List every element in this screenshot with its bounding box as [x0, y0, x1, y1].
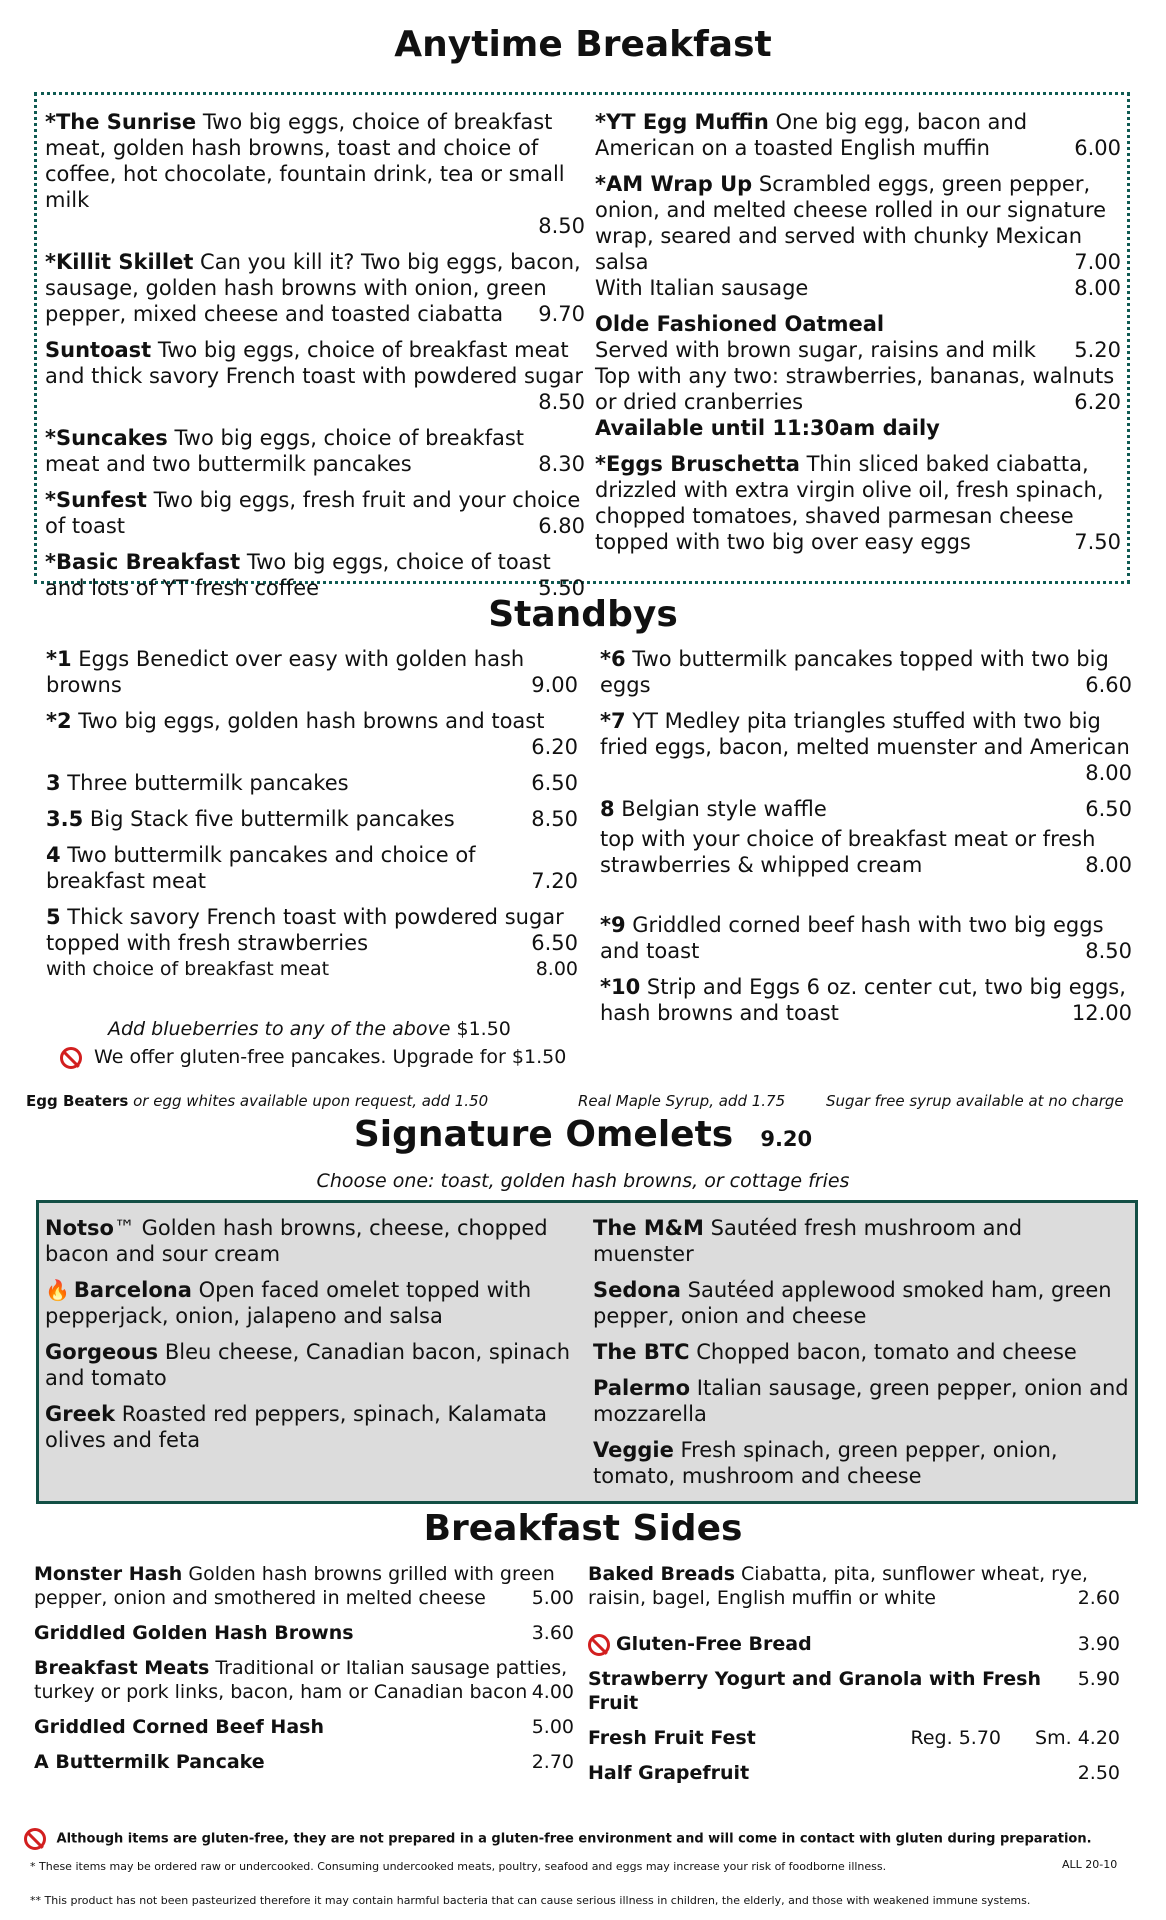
spicy-flame-icon: 🔥	[45, 1278, 70, 1302]
item-name: Olde Fashioned Oatmeal	[595, 312, 885, 336]
egg-beaters-note	[26, 1092, 488, 1110]
item-name: Breakfast Meats	[34, 1657, 210, 1679]
item-price: 2.60	[1077, 1587, 1120, 1609]
item-name: *Suncakes	[45, 426, 168, 450]
item-name: Barcelona	[73, 1278, 192, 1302]
item-name: Greek	[45, 1402, 116, 1426]
omelets-right-column	[593, 1215, 1129, 1499]
item-price: 6.00	[1074, 136, 1121, 160]
omelet-item	[45, 1277, 575, 1329]
item-price: 6.60	[1085, 673, 1132, 697]
sugar-free-text: Sugar free syrup available at no charge	[826, 1092, 1124, 1110]
menu-item	[45, 337, 585, 415]
item-number: *10	[600, 975, 641, 999]
item-desc: Golden hash browns grilled with green pepper, onion and smothered in melted cheese	[34, 1563, 555, 1609]
item-price: 5.50	[538, 576, 585, 600]
item-desc: Open faced omelet topped with pepperjack, onion, jalapeno and salsa	[45, 1278, 532, 1328]
item-name: *The Sunrise	[45, 110, 197, 134]
item-price: 6.50	[531, 931, 578, 955]
side-item	[588, 1761, 1120, 1785]
omelets-price: 9.20	[760, 1127, 813, 1151]
anytime-right-column	[595, 109, 1121, 565]
menu-item	[46, 842, 578, 894]
side-item	[588, 1632, 1120, 1656]
omelet-item	[593, 1339, 1129, 1365]
menu-item	[600, 974, 1132, 1026]
item-desc: Griddled corned beef hash with two big eggs and toast	[600, 913, 1104, 963]
gluten-disclaimer	[24, 1828, 1092, 1850]
menu-item	[600, 796, 1132, 822]
item-name: *YT Egg Muffin	[595, 110, 769, 134]
blueberries-note	[108, 1018, 511, 1040]
omelet-item	[45, 1401, 575, 1453]
item-price: 9.70	[538, 302, 585, 326]
breakfast-sides-title: Breakfast Sides	[423, 1508, 743, 1549]
option-desc: With Italian sausage	[595, 276, 809, 300]
side-item	[34, 1656, 574, 1704]
menu-item	[46, 904, 578, 956]
maple-syrup-note	[578, 1092, 785, 1110]
side-item	[34, 1750, 574, 1774]
gluten-disclaimer-text: Although items are gluten-free, they are not prepared in a gluten-free environment and will come in contact with gluten during preparation.	[56, 1831, 1092, 1847]
availability-note: Available until 11:30am daily	[595, 416, 940, 440]
item-name: Palermo	[593, 1376, 691, 1400]
item-desc: Ciabatta, pita, sunflower wheat, rye, raisin, bagel, English muffin or white	[588, 1563, 1088, 1609]
item-desc: Thin sliced baked ciabatta, drizzled with extra virgin olive oil, fresh spinach, chopped tomatoes, shaved parmesan cheese topped with two big over easy eggs	[595, 452, 1104, 554]
sugar-free-note	[826, 1092, 1124, 1110]
item-desc: Fresh spinach, green pepper, onion, tomato, mushroom and cheese	[593, 1438, 1058, 1488]
item-name: *Sunfest	[45, 488, 147, 512]
standbys-left-column	[46, 646, 578, 982]
no-gluten-icon	[588, 1634, 610, 1656]
side-item	[588, 1726, 1120, 1750]
item-desc: Two big eggs, fresh fruit and your choice of toast	[45, 488, 581, 538]
item-price: 3.60	[531, 1622, 574, 1644]
item-name: Sedona	[593, 1278, 681, 1302]
item-name: The M&M	[593, 1216, 704, 1240]
item-desc: One big egg, bacon and American on a toasted English muffin	[595, 110, 1028, 160]
omelet-item	[593, 1437, 1129, 1489]
item-name: Griddled Golden Hash Browns	[34, 1622, 354, 1644]
egg-beaters-label: Egg Beaters	[26, 1092, 129, 1110]
item-name: *Basic Breakfast	[45, 550, 241, 574]
option-desc: with choice of breakfast meat	[46, 958, 330, 980]
menu-item	[600, 646, 1132, 698]
menu-item	[46, 770, 578, 796]
omelets-header	[0, 1114, 1166, 1155]
item-name: *Eggs Bruschetta	[595, 452, 800, 476]
item-name: Gluten-Free Bread	[616, 1633, 812, 1655]
option-price: 6.20	[1074, 390, 1121, 414]
omelet-item	[45, 1215, 575, 1267]
item-name: Strawberry Yogurt and Granola with Fresh Fruit	[588, 1668, 1042, 1714]
item-name: *Killit Skillet	[45, 250, 194, 274]
menu-item	[600, 708, 1132, 786]
item-desc: Roasted red peppers, spinach, Kalamata olives and feta	[45, 1402, 547, 1452]
no-gluten-icon	[24, 1828, 46, 1850]
menu-item	[595, 171, 1121, 275]
menu-item-option	[600, 826, 1132, 878]
menu-item	[46, 646, 578, 698]
item-desc: Big Stack five buttermilk pancakes	[83, 807, 455, 831]
menu-item	[595, 451, 1121, 555]
side-item	[588, 1667, 1120, 1715]
item-price: 6.50	[1085, 797, 1132, 821]
item-name: Veggie	[593, 1438, 674, 1462]
item-price: 8.50	[531, 807, 578, 831]
item-number: *2	[46, 709, 72, 733]
side-item	[34, 1621, 574, 1645]
small-price: Sm. 4.20	[1035, 1727, 1120, 1749]
menu-item	[46, 806, 578, 832]
item-price: 12.00	[1071, 1001, 1132, 1025]
item-desc: Two big eggs, choice of breakfast meat and two buttermilk pancakes	[45, 426, 525, 476]
menu-item	[46, 708, 578, 760]
item-desc: Golden hash browns, cheese, chopped bacon and sour cream	[45, 1216, 548, 1266]
blueberries-price: $1.50	[450, 1018, 511, 1040]
item-desc: Three buttermilk pancakes	[60, 771, 349, 795]
item-desc: Two buttermilk pancakes and choice of breakfast meat	[46, 843, 476, 893]
item-price: 6.50	[531, 771, 578, 795]
maple-text: Real Maple Syrup, add 1.75	[578, 1092, 786, 1110]
item-desc: Bleu cheese, Canadian bacon, spinach and tomato	[45, 1340, 571, 1390]
menu-item	[600, 912, 1132, 964]
item-name: A Buttermilk Pancake	[34, 1751, 265, 1773]
option-desc: top with your choice of breakfast meat or fresh strawberries & whipped cream	[600, 827, 1096, 877]
omelet-item	[593, 1375, 1129, 1427]
item-price: 8.00	[1085, 761, 1132, 785]
item-desc: Eggs Benedict over easy with golden hash browns	[46, 647, 525, 697]
item-name: Half Grapefruit	[588, 1762, 750, 1784]
egg-beaters-text: or egg whites available upon request, add 1.50	[128, 1092, 489, 1110]
omelets-title: Signature Omelets	[353, 1114, 734, 1155]
option-desc	[595, 363, 1121, 415]
item-desc: Two big eggs, golden hash browns and toast	[71, 709, 545, 733]
menu-item-option	[595, 275, 1121, 301]
gluten-free-pancakes-note	[60, 1046, 566, 1069]
item-name: Notso	[45, 1216, 114, 1240]
item-price: 9.00	[531, 673, 578, 697]
omelets-box	[36, 1200, 1138, 1504]
item-price: 5.90	[1077, 1668, 1120, 1690]
item-price: 4.00	[531, 1681, 574, 1703]
item-price: 3.90	[1077, 1633, 1120, 1655]
option-text: Top with any two: strawberries, bananas, walnuts or dried cranberries	[595, 364, 1115, 414]
item-name: Monster Hash	[34, 1563, 183, 1585]
omelet-item	[45, 1339, 575, 1391]
item-desc: Served with brown sugar, raisins and milk	[595, 338, 1036, 362]
standbys-right-column	[600, 646, 1132, 1036]
item-desc: Belgian style waffle	[614, 797, 827, 821]
no-gluten-icon	[60, 1047, 82, 1069]
item-number: 8	[600, 797, 615, 821]
item-desc: Strip and Eggs 6 oz. center cut, two big eggs, hash browns and toast	[600, 975, 1126, 1025]
omelets-left-column	[45, 1215, 575, 1463]
item-price: 7.50	[1074, 530, 1121, 554]
item-desc: Two big eggs, choice of toast and lots of YT fresh coffee	[45, 550, 551, 600]
item-row	[595, 337, 1121, 363]
item-desc: Thick savory French toast with powdered sugar topped with fresh strawberries	[46, 905, 564, 955]
item-desc: Sautéed applewood smoked ham, green pepper, onion and cheese	[593, 1278, 1112, 1328]
item-number: 3	[46, 771, 61, 795]
menu-item	[45, 425, 585, 477]
item-desc: Scrambled eggs, green pepper, onion, and melted cheese rolled in our signature wrap, seared and served with chunky Mexican salsa	[595, 172, 1107, 274]
item-price: 2.50	[1077, 1762, 1120, 1784]
item-price: 8.30	[538, 452, 585, 476]
sides-left-column	[34, 1562, 574, 1785]
anytime-breakfast-box	[34, 92, 1130, 600]
item-desc: Can you kill it? Two big eggs, bacon, sausage, golden hash browns with onion, green pepper, mixed cheese and toasted ciabatta	[45, 250, 581, 326]
anytime-left-column	[45, 109, 585, 611]
item-number: *7	[600, 709, 626, 733]
option-price: 8.00	[1074, 276, 1121, 300]
trademark: ™	[113, 1216, 135, 1240]
item-price: 8.50	[538, 390, 585, 414]
choose-text: Choose one: toast, golden hash browns, or cottage fries	[316, 1170, 850, 1192]
item-name: Fresh Fruit Fest	[588, 1727, 756, 1749]
item-price: 6.80	[538, 514, 585, 538]
item-desc: YT Medley pita triangles stuffed with two big fried eggs, bacon, melted muenster and American	[600, 709, 1130, 759]
item-price: 8.50	[1085, 939, 1132, 963]
item-price: 7.20	[531, 869, 578, 893]
omelet-item	[593, 1277, 1129, 1329]
item-price: 7.00	[1074, 250, 1121, 274]
item-name: The BTC	[593, 1340, 690, 1364]
menu-item	[45, 487, 585, 539]
item-number: *9	[600, 913, 626, 937]
item-price: 6.20	[531, 735, 578, 759]
item-number: 5	[46, 905, 61, 929]
gluten-free-text: We offer gluten-free pancakes. Upgrade for $1.50	[94, 1046, 567, 1068]
item-name: Baked Breads	[588, 1563, 735, 1585]
item-desc: Italian sausage, green pepper, onion and mozzarella	[593, 1376, 1129, 1426]
item-name: Suntoast	[45, 338, 152, 362]
menu-item	[45, 249, 585, 327]
menu-code: ALL 20-10	[1062, 1858, 1118, 1871]
item-name: *AM Wrap Up	[595, 172, 753, 196]
menu-item	[595, 109, 1121, 161]
item-price: 8.50	[538, 214, 585, 238]
menu-item-option	[46, 956, 578, 982]
side-item	[34, 1562, 574, 1610]
anytime-breakfast-title: Anytime Breakfast	[394, 24, 772, 65]
side-item	[588, 1562, 1120, 1610]
item-price: 5.00	[531, 1716, 574, 1738]
raw-disclaimer: * These items may be ordered raw or undercooked. Consuming undercooked meats, poultry, seafood and eggs may increase your risk of foodborne illness.	[30, 1860, 887, 1873]
omelet-item	[593, 1215, 1129, 1267]
menu-item	[45, 109, 585, 239]
pasteurization-disclaimer: ** This product has not been pasteurized therefore it may contain harmful bacteria that can cause serious illness in children, the elderly, and those with weakened immune systems.	[30, 1894, 1031, 1907]
item-number: 3.5	[46, 807, 84, 831]
item-name: Griddled Corned Beef Hash	[34, 1716, 324, 1738]
item-desc: Traditional or Italian sausage patties, turkey or pork links, bacon, ham or Canadian bacon	[34, 1657, 568, 1703]
menu-item	[595, 311, 1121, 441]
standbys-title: Standbys	[488, 594, 678, 635]
item-number: *6	[600, 647, 626, 671]
item-desc: Two big eggs, choice of breakfast meat and thick savory French toast with powdered sugar	[45, 338, 584, 388]
item-number: *1	[46, 647, 72, 671]
side-item	[34, 1715, 574, 1739]
item-desc: Two big eggs, choice of breakfast meat, golden hash browns, toast and choice of coffee, hot chocolate, fountain drink, tea or small milk	[45, 110, 565, 212]
option-price: 8.00	[1085, 853, 1132, 877]
blueberries-text: Add blueberries to any of the above	[108, 1018, 451, 1040]
item-desc: Sautéed fresh mushroom and muenster	[593, 1216, 1023, 1266]
item-desc: Two buttermilk pancakes topped with two big eggs	[600, 647, 1109, 697]
item-price: 5.20	[1074, 338, 1121, 362]
item-price: 5.00	[531, 1587, 574, 1609]
omelets-choose-note	[0, 1170, 1166, 1192]
regular-price: Reg. 5.70	[910, 1727, 1001, 1749]
item-name: Gorgeous	[45, 1340, 159, 1364]
option-price: 8.00	[535, 958, 578, 980]
item-price: 2.70	[531, 1751, 574, 1773]
item-number: 4	[46, 843, 61, 867]
sides-right-column	[588, 1562, 1120, 1796]
item-desc: Chopped bacon, tomato and cheese	[689, 1340, 1077, 1364]
